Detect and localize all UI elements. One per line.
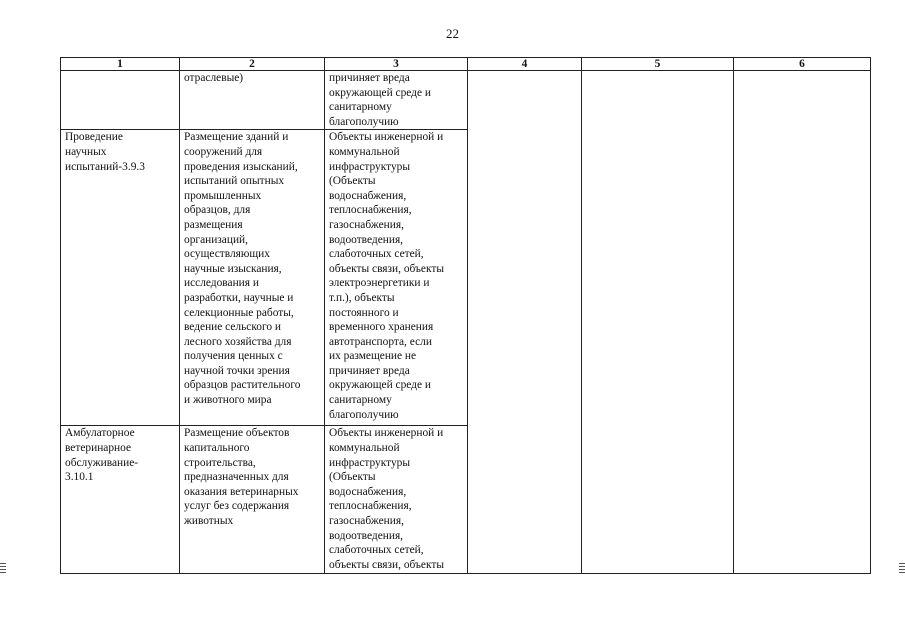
- cell-description: отраслевые): [180, 71, 325, 130]
- scan-edge-mark-left: [0, 563, 6, 575]
- land-use-table: [60, 57, 871, 574]
- header-col-4: 4: [468, 58, 582, 71]
- cell-auxiliary-objects: Объекты инженерной и коммунальной инфраструктуры (Объекты водоснабжения, теплоснабжения, газоснабжения, водоотведения, слаботочных сетей, объекты связи, объекты: [325, 426, 468, 574]
- cell-description: Размещение объектов капитального строительства, предназначенных для оказания ветеринарных услуг без содержания животных: [180, 426, 325, 574]
- cell-use-type: Амбулаторное ветеринарное обслуживание- 3.10.1: [61, 426, 180, 574]
- header-col-5: 5: [582, 58, 734, 71]
- cell-use-type: [61, 71, 180, 130]
- cell-auxiliary-objects: причиняет вреда окружающей среде и санитарному благополучию: [325, 71, 468, 130]
- cell-use-type: Проведение научных испытаний-3.9.3: [61, 130, 180, 426]
- cell-col-5: [582, 71, 734, 574]
- cell-col-4: [468, 71, 582, 574]
- table-row: [61, 71, 871, 130]
- page-number: 22: [446, 26, 459, 41]
- header-col-2: 2: [180, 58, 325, 71]
- header-col-3: 3: [325, 58, 468, 71]
- header-row: [61, 58, 871, 71]
- header-col-6: 6: [734, 58, 871, 71]
- header-col-1: 1: [61, 58, 180, 71]
- cell-description: Размещение зданий и сооружений для проведения изысканий, испытаний опытных промышленных образцов, для размещения организаций, осуществляющих научные изыскания, исследования и разработки, научные и селекционные работы, ведение сельского и лесного хозяйства для получения ценных с научной точки зрения образцов растительного и животного мира: [180, 130, 325, 426]
- cell-col-6: [734, 71, 871, 574]
- cell-auxiliary-objects: Объекты инженерной и коммунальной инфраструктуры (Объекты водоснабжения, теплоснабжения, газоснабжения, водоотведения, слаботочных сетей, объекты связи, объекты электроэнергетики и т.п.), объекты постоянного и временного хранения автотранспорта, если их размещение не причиняет вреда окружающей среде и санитарному благополучию: [325, 130, 468, 426]
- scan-edge-mark-right: [899, 563, 905, 575]
